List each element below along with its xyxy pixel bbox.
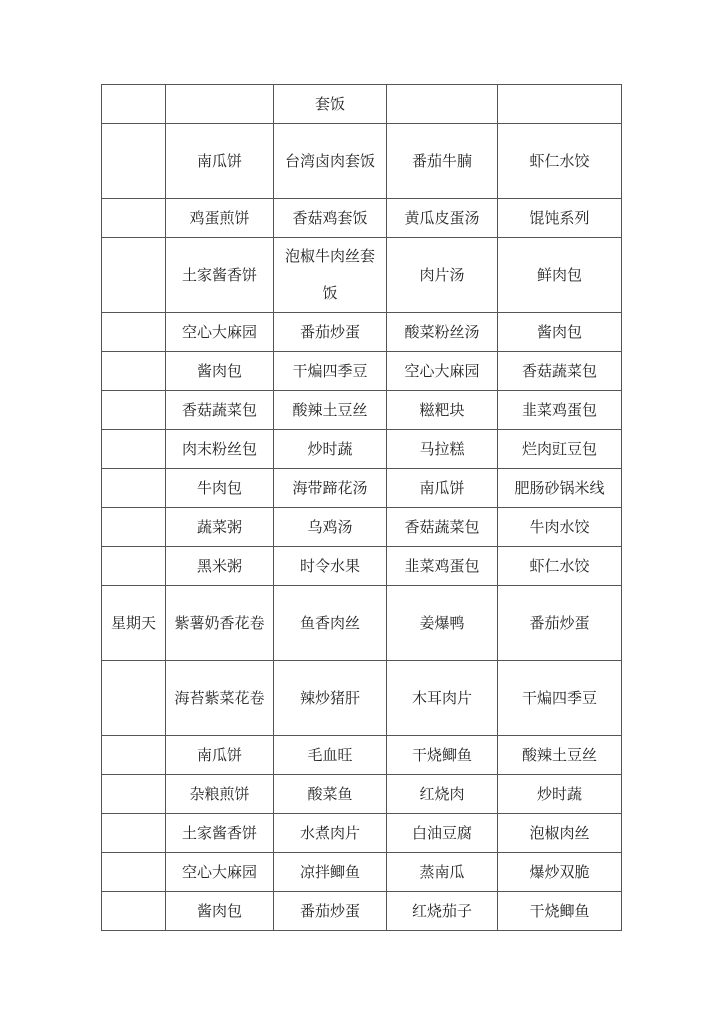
table-row [102,391,622,430]
dish-cell: 鱼香肉丝 [274,586,387,661]
day-cell [102,736,166,775]
day-cell [102,469,166,508]
dish-cell: 凉拌鲫鱼 [274,853,387,892]
dish-cell: 南瓜饼 [387,469,498,508]
table-row [102,853,622,892]
day-cell [102,661,166,736]
dish-cell: 空心大麻园 [387,352,498,391]
dish-cell: 酸菜粉丝汤 [387,313,498,352]
dish-cell: 黑米粥 [166,547,274,586]
dish-cell: 黄瓜皮蛋汤 [387,199,498,238]
table-row [102,85,622,124]
day-cell [102,313,166,352]
dish-cell: 酱肉包 [166,892,274,931]
dish-cell: 牛肉包 [166,469,274,508]
day-cell [102,430,166,469]
dish-cell: 土家酱香饼 [166,238,274,313]
table-row [102,586,622,661]
table-row [102,313,622,352]
dish-cell: 空心大麻园 [166,313,274,352]
dish-cell: 酸辣土豆丝 [498,736,622,775]
dish-cell: 肥肠砂锅米线 [498,469,622,508]
dish-cell: 南瓜饼 [166,736,274,775]
menu-table [101,84,622,931]
dish-cell: 肉末粉丝包 [166,430,274,469]
dish-cell: 肉片汤 [387,238,498,313]
day-cell [102,814,166,853]
dish-cell [498,85,622,124]
table-row [102,775,622,814]
dish-cell: 红烧茄子 [387,892,498,931]
dish-cell: 酸辣土豆丝 [274,391,387,430]
dish-cell: 糍粑块 [387,391,498,430]
dish-cell: 杂粮煎饼 [166,775,274,814]
dish-cell: 台湾卤肉套饭 [274,124,387,199]
dish-cell: 海带蹄花汤 [274,469,387,508]
day-cell [102,775,166,814]
dish-cell: 牛肉水饺 [498,508,622,547]
dish-cell: 水煮肉片 [274,814,387,853]
dish-cell: 海苔紫菜花卷 [166,661,274,736]
day-cell [102,391,166,430]
dish-cell: 番茄炒蛋 [274,313,387,352]
day-cell [102,547,166,586]
table-row [102,238,622,313]
dish-cell: 土家酱香饼 [166,814,274,853]
dish-cell: 番茄炒蛋 [498,586,622,661]
dish-cell: 马拉糕 [387,430,498,469]
dish-cell: 烂肉豇豆包 [498,430,622,469]
day-cell [102,892,166,931]
dish-cell: 韭菜鸡蛋包 [498,391,622,430]
dish-cell: 爆炒双脆 [498,853,622,892]
dish-cell: 木耳肉片 [387,661,498,736]
dish-cell: 炒时蔬 [274,430,387,469]
dish-cell: 乌鸡汤 [274,508,387,547]
dish-cell: 鲜肉包 [498,238,622,313]
table-row [102,736,622,775]
day-cell [102,853,166,892]
day-cell [102,352,166,391]
dish-cell: 时令水果 [274,547,387,586]
dish-cell [387,85,498,124]
dish-cell: 韭菜鸡蛋包 [387,547,498,586]
dish-cell: 酱肉包 [498,313,622,352]
dish-cell: 虾仁水饺 [498,124,622,199]
dish-cell: 酱肉包 [166,352,274,391]
dish-cell: 紫薯奶香花卷 [166,586,274,661]
table-row [102,508,622,547]
day-cell: 星期天 [102,586,166,661]
day-cell [102,124,166,199]
dish-cell [166,85,274,124]
dish-cell: 干烧鲫鱼 [387,736,498,775]
table-row [102,661,622,736]
table-row [102,352,622,391]
table-row [102,469,622,508]
day-cell [102,85,166,124]
dish-cell: 虾仁水饺 [498,547,622,586]
day-cell [102,199,166,238]
dish-cell: 番茄炒蛋 [274,892,387,931]
menu-table-body [102,85,622,931]
dish-cell: 香菇蔬菜包 [498,352,622,391]
dish-cell: 蔬菜粥 [166,508,274,547]
dish-cell: 毛血旺 [274,736,387,775]
table-row [102,814,622,853]
table-row [102,199,622,238]
dish-cell: 酸菜鱼 [274,775,387,814]
dish-cell: 泡椒肉丝 [498,814,622,853]
dish-cell: 干煸四季豆 [498,661,622,736]
table-row [102,547,622,586]
dish-cell: 空心大麻园 [166,853,274,892]
dish-cell: 姜爆鸭 [387,586,498,661]
dish-cell: 套饭 [274,85,387,124]
dish-cell: 南瓜饼 [166,124,274,199]
dish-cell: 干煸四季豆 [274,352,387,391]
dish-cell: 辣炒猪肝 [274,661,387,736]
dish-cell: 香菇蔬菜包 [387,508,498,547]
dish-cell: 红烧肉 [387,775,498,814]
dish-cell: 干烧鲫鱼 [498,892,622,931]
table-row [102,124,622,199]
dish-cell: 香菇蔬菜包 [166,391,274,430]
dish-cell: 番茄牛腩 [387,124,498,199]
dish-cell: 炒时蔬 [498,775,622,814]
day-cell [102,238,166,313]
table-row [102,892,622,931]
dish-cell: 泡椒牛肉丝套饭 [274,238,387,313]
dish-cell: 鸡蛋煎饼 [166,199,274,238]
table-row [102,430,622,469]
dish-cell: 香菇鸡套饭 [274,199,387,238]
dish-cell: 蒸南瓜 [387,853,498,892]
dish-cell: 馄饨系列 [498,199,622,238]
dish-cell: 白油豆腐 [387,814,498,853]
day-cell [102,508,166,547]
